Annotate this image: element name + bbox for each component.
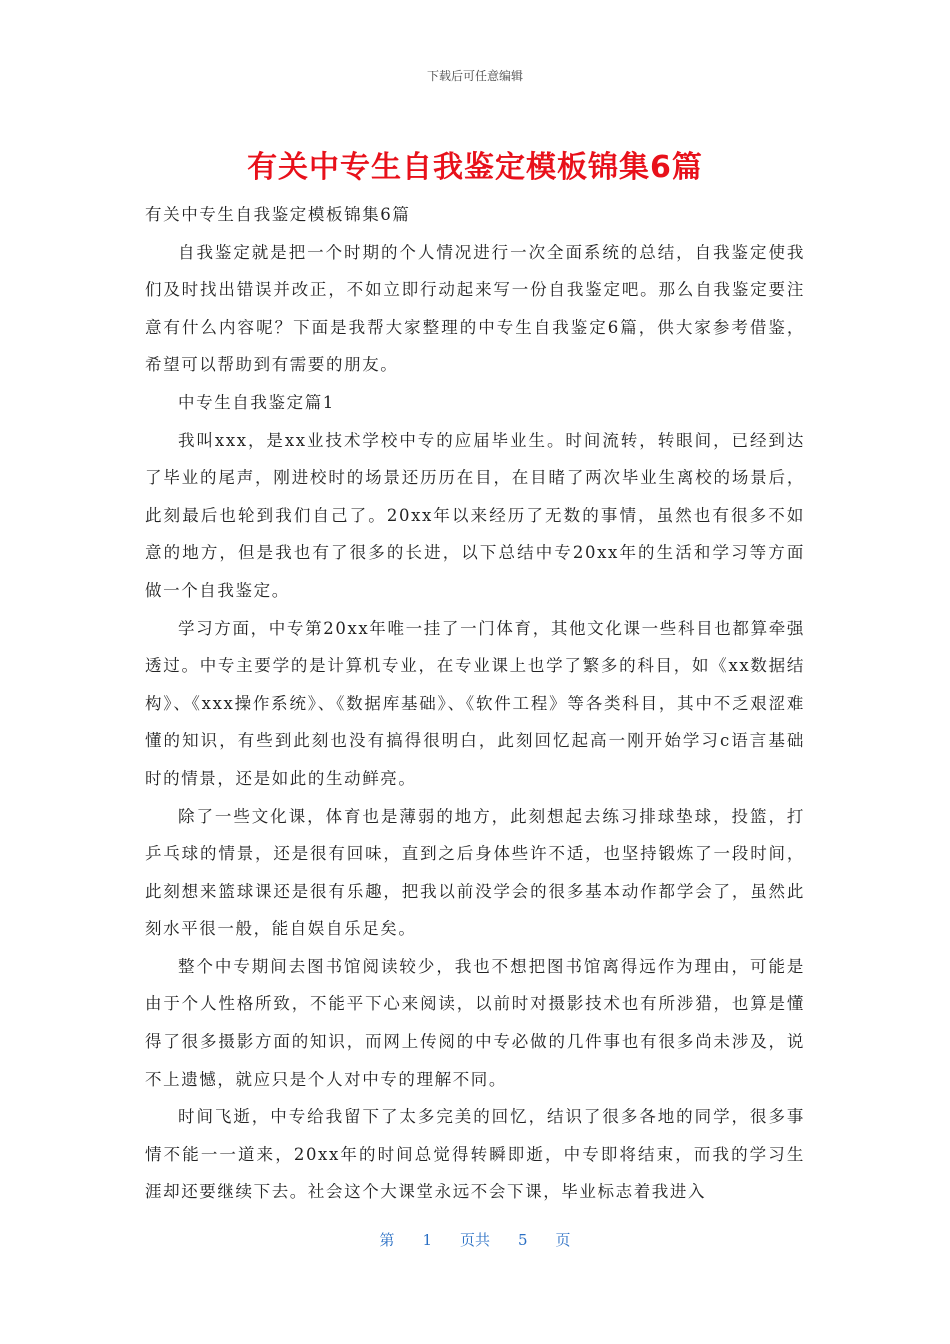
page-label-suffix: 页 xyxy=(555,1231,571,1249)
paragraph-intro: 自我鉴定就是把一个时期的个人情况进行一次全面系统的总结，自我鉴定使我们及时找出错误并改正，不如立即行动起来写一份自我鉴定吧。那么自我鉴定要注意有什么内容呢？下面是我帮大家整理的中专生自我鉴定6篇，供大家参考借鉴，希望可以帮助到有需要的朋友。 xyxy=(145,242,805,375)
header-note: 下载后可任意编辑 xyxy=(426,69,523,83)
paragraph: 除了一些文化课，体育也是薄弱的地方，此刻想起去练习排球垫球，投篮，打乒乓球的情景，还是很有回味，直到之后身体些许不适，也坚持锻炼了一段时间，此刻想来篮球课还是很有乐趣，把我以前没学会的很多基本动作都学会了，虽然此刻水平很一般，能自娱自乐足矣。 xyxy=(145,806,805,939)
page-footer xyxy=(0,1229,950,1250)
document-body xyxy=(145,196,805,1211)
page-total: 5 xyxy=(518,1231,528,1249)
paragraph: 整个中专期间去图书馆阅读较少，我也不想把图书馆离得远作为理由，可能是由于个人性格所致，不能平下心来阅读，以前时对摄影技术也有所涉猎，也算是懂得了很多摄影方面的知识，而网上传阅的中专必做的几件事也有很多尚未涉及，说不上遗憾，就应只是个人对中专的理解不同。 xyxy=(145,956,805,1089)
document-subtitle: 有关中专生自我鉴定模板锦集6篇 xyxy=(145,205,411,224)
section-heading: 中专生自我鉴定篇1 xyxy=(178,392,335,412)
paragraph: 我叫xxx，是xx业技术学校中专的应届毕业生。时间流转，转眼间，已经到达了毕业的尾声，刚进校时的场景还历历在目，在目睹了两次毕业生离校的场景后，此刻最后也轮到我们自己了。20xx年以来经历了无数的事情，虽然也有很多不如意的地方，但是我也有了很多的长进，以下总结中专20xx年的生活和学习等方面做一个自我鉴定。 xyxy=(145,430,805,600)
page-label-prefix: 第 xyxy=(379,1231,395,1249)
page-current: 1 xyxy=(422,1231,432,1249)
page-label-mid: 页共 xyxy=(459,1231,490,1249)
document-title: 有关中专生自我鉴定模板锦集6篇 xyxy=(247,150,703,185)
paragraph: 学习方面，中专第20xx年唯一挂了一门体育，其他文化课一些科目也都算牵强透过。中专主要学的是计算机专业，在专业课上也学了繁多的科目，如《xx数据结构》、《xxx操作系统》、《数据库基础》、《软件工程》等各类科目，其中不乏艰涩难懂的知识，有些到此刻也没有搞得很明白，此刻回忆起高一刚开始学习c语言基础时的情景，还是如此的生动鲜亮。 xyxy=(145,618,805,788)
paragraph: 时间飞逝，中专给我留下了太多完美的回忆，结识了很多各地的同学，很多事情不能一一道来，20xx年的时间总觉得转瞬即逝，中专即将结束，而我的学习生涯却还要继续下去。社会这个大课堂永远不会下课，毕业标志着我进入 xyxy=(145,1107,805,1202)
